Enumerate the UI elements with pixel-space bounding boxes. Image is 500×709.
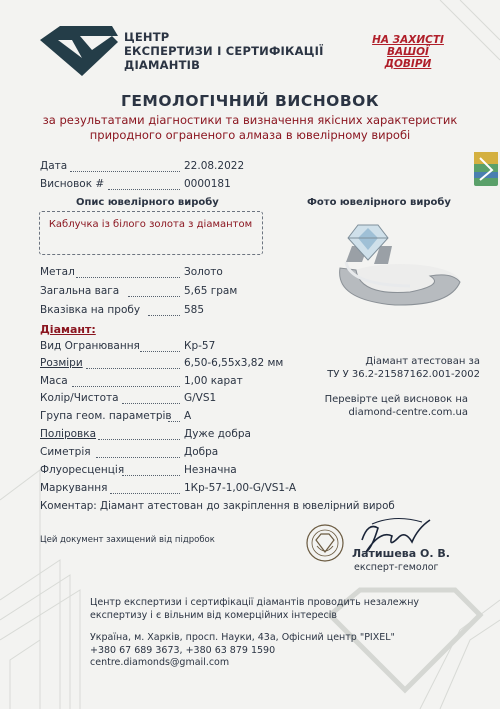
mass-label: Маса (40, 375, 68, 387)
verify-website-link[interactable]: diamond-centre.com.ua (348, 407, 468, 418)
hallmark-value: 585 (184, 304, 205, 316)
address-line: Україна, м. Харків, просп. Науки, 43а, Офісний центр "PIXEL" (90, 632, 395, 643)
comment-text: Коментар: Діамант атестован до закріплення в ювелірний вироб (40, 500, 395, 512)
brand-slogan (362, 34, 454, 70)
dotted-leader (86, 368, 180, 369)
polish-label: Полірoвка (40, 428, 97, 440)
total-weight-label: Загальна вага (40, 285, 120, 297)
dotted-leader (122, 475, 180, 476)
conclusion-number-value: 0000181 (184, 178, 231, 190)
slogan-line-3: ДОВІРИ (384, 58, 432, 70)
brand-line-3: ДІАМАНТІВ (124, 58, 201, 72)
slogan-line-2: ВАШОЇ (387, 46, 429, 58)
mass-value: 1,00 карат (184, 375, 243, 387)
document-title: ГЕМОЛОГІЧНИЙ ВИСНОВОК (120, 92, 380, 110)
polish-value: Дуже добра (184, 428, 251, 440)
brand-name (124, 30, 324, 72)
contact-info (90, 632, 420, 670)
verify-note-line-1: Перевірте цей висновок на (324, 394, 468, 405)
geometry-group-label: Група геом. параметрів (40, 410, 172, 422)
verify-note (300, 393, 468, 419)
conclusion-number-label: Висновок # (40, 178, 105, 190)
date-value: 22.08.2022 (184, 160, 245, 172)
signer-name: Латишева О. В. (352, 547, 450, 560)
cut-type-value: Кр-57 (184, 340, 216, 352)
hologram-sticker (474, 152, 498, 186)
total-weight-value: 5,65 грам (184, 285, 238, 297)
cut-type-label: Вид Огранювання (40, 340, 140, 352)
certification-note-line-1: Діамант атестован за (365, 356, 480, 367)
marking-label: Маркування (40, 482, 108, 494)
date-label: Дата (40, 160, 68, 172)
signer-role: експерт-гемолог (354, 562, 439, 573)
dimensions-value: 6,50-6,55х3,82 мм (184, 357, 284, 369)
marking-value: 1Кр-57-1,00-G/VS1-А (184, 482, 297, 494)
dotted-leader (108, 189, 180, 190)
certification-note (300, 355, 480, 381)
brand-line-2: ЕКСПЕРТИЗИ І СЕРТИФІКАЦІЇ (124, 44, 324, 58)
slogan-line-1: НА ЗАХИСТІ (372, 34, 444, 46)
dimensions-label: Розміри (40, 357, 83, 369)
photo-heading: Фото ювелірного виробу (307, 197, 451, 208)
protection-note: Цей документ захищений від підробок (40, 535, 215, 545)
fluorescence-value: Незначна (184, 464, 237, 476)
description-text: Каблучка із білого золота з діамантом (48, 219, 253, 230)
symmetry-value: Добра (184, 446, 219, 458)
symmetry-label: Симетрія (40, 446, 91, 458)
dotted-leader (72, 386, 180, 387)
dotted-leader (96, 457, 180, 458)
metal-label: Метал (40, 266, 75, 278)
dotted-leader (110, 493, 180, 494)
brand-logo (40, 26, 118, 76)
dotted-leader (76, 277, 180, 278)
statement-line-2: експертизу і є вільним від комерційних інтересів (90, 610, 337, 621)
dotted-leader (128, 296, 180, 297)
color-clarity-label: Колір/Чистота (40, 392, 119, 404)
diamond-heading: Діамант: (40, 323, 96, 336)
ring-photo (340, 225, 460, 305)
dotted-leader (70, 171, 180, 172)
subtitle-line-2: природного ограненого алмаза в ювелірному виробі (89, 128, 411, 142)
seal-stamp (307, 525, 343, 561)
brand-line-1: ЦЕНТР (124, 30, 170, 44)
dotted-leader (168, 421, 180, 422)
phone-numbers[interactable]: +380 67 689 3673, +380 63 879 1590 (90, 644, 276, 656)
independence-statement (90, 596, 420, 622)
dotted-leader (98, 439, 180, 440)
description-heading: Опис ювелірного виробу (76, 197, 219, 208)
fluorescence-label: Флуоресценція (40, 464, 125, 476)
statement-line-1: Центр експертизи і сертифікації діамантів проводить незалежну (90, 597, 420, 608)
dotted-leader (140, 351, 180, 352)
hallmark-label: Вказівка на пробу (40, 304, 141, 316)
metal-value: Золото (184, 266, 223, 278)
color-clarity-value: G/VS1 (184, 392, 217, 404)
dotted-leader (122, 403, 180, 404)
geometry-group-value: А (184, 410, 192, 422)
subtitle-line-1: за результатами діагностики та визначення якісних характеристик (42, 113, 458, 127)
dotted-leader (148, 315, 180, 316)
document-subtitle (20, 113, 480, 143)
certification-standard: ТУ У 36.2-21587162.001-2002 (327, 369, 480, 380)
email-link[interactable]: centre.diamonds@gmail.com (90, 657, 230, 668)
